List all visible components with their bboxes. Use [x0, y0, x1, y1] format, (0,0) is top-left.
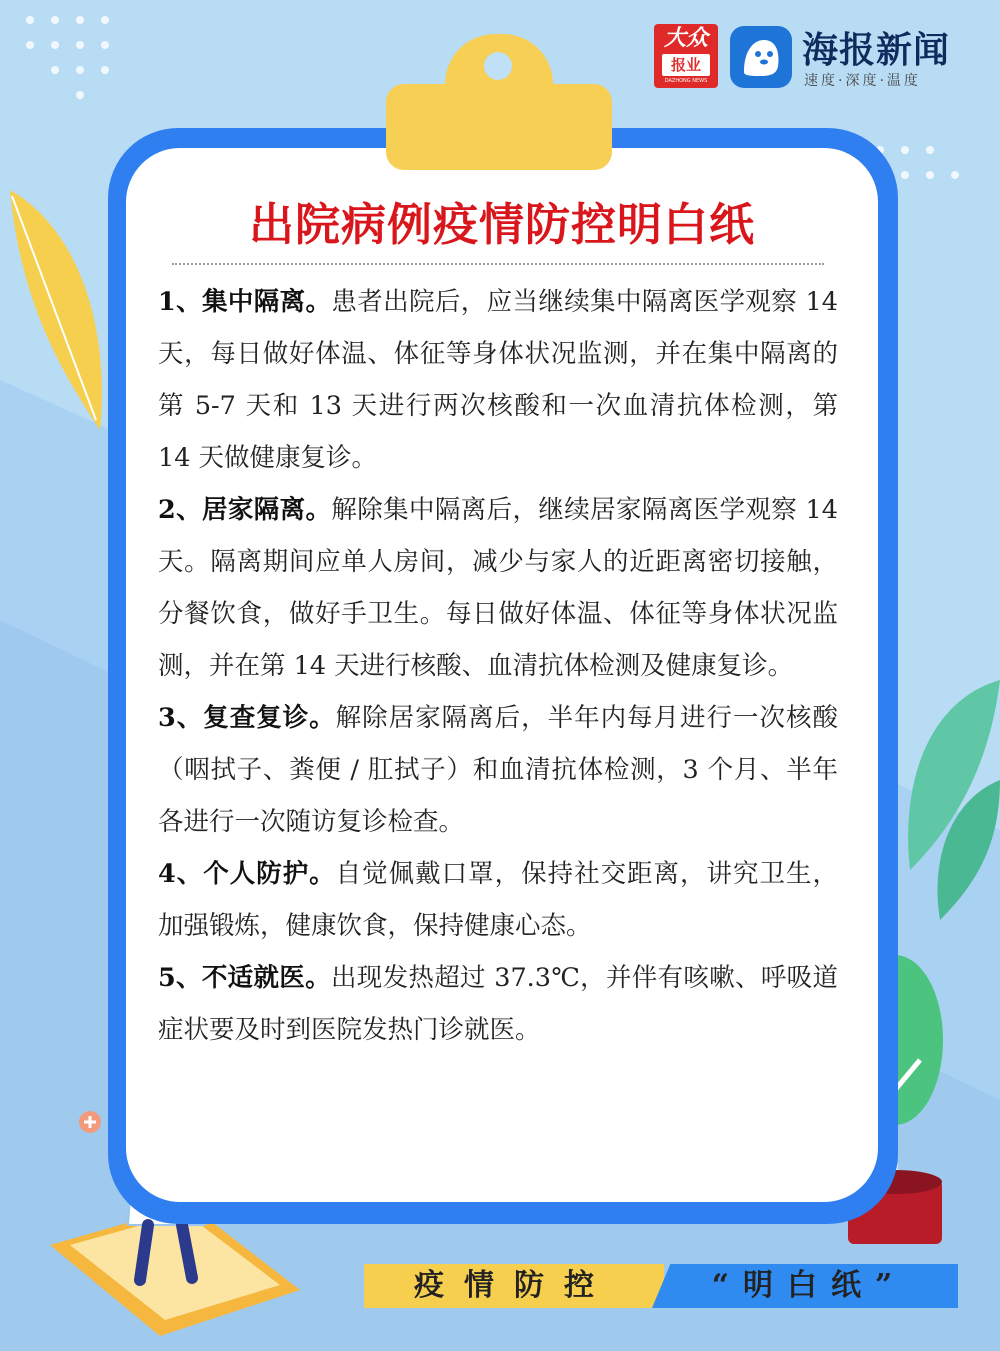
dotted-divider	[172, 263, 824, 265]
dazhong-news-logo[interactable]	[654, 24, 718, 88]
guideline-heading: 5、不适就医。	[158, 963, 331, 993]
clipboard-clip-hole	[484, 52, 512, 80]
dazhong-logo-en: DAZHONG NEWS	[664, 78, 708, 84]
haibao-logo-text[interactable]: 海报新闻	[802, 30, 951, 71]
guideline-heading: 3、复查复诊。	[158, 703, 336, 733]
guideline-item	[158, 276, 838, 484]
dazhong-logo-main: 大众	[663, 26, 708, 51]
guideline-item	[158, 952, 838, 1056]
guideline-heading: 2、居家隔离。	[158, 495, 332, 525]
guideline-text: 出现发热超过 37.3℃，并伴有咳嗽、呼吸道症状要及时到医院发热门诊就医。	[158, 963, 838, 1045]
guideline-text: 解除居家隔离后，半年内每月进行一次核酸（咽拭子、粪便 / 肛拭子）和血清抗体检测，3 个月、半年各进行一次随访复诊检查。	[158, 703, 838, 837]
guideline-text: 自觉佩戴口罩，保持社交距离，讲究卫生，加强锻炼，健康饮食，保持健康心态。	[158, 859, 838, 941]
guideline-list	[158, 276, 838, 1056]
clipboard-clip-icon	[386, 84, 612, 170]
haibao-slogan: 速度·深度·温度	[804, 73, 921, 89]
guideline-text: 解除集中隔离后，继续居家隔离医学观察 14 天。隔离期间应单人房间，减少与家人的近距离密切接触，分餐饮食，做好手卫生。每日做好体温、体征等身体状况监测，并在第 14 天进行核酸、血清抗体检测及健康复诊。	[158, 495, 838, 681]
seal-icon[interactable]	[730, 26, 792, 88]
footer-label-right: “明白纸”	[711, 1268, 907, 1303]
guideline-item	[158, 848, 838, 952]
publisher-logos	[654, 24, 974, 94]
page-title: 出院病例疫情防控明白纸	[248, 198, 755, 251]
guideline-heading: 1、集中隔离。	[158, 287, 332, 317]
guideline-item	[158, 484, 838, 692]
guideline-heading: 4、个人防护。	[158, 859, 336, 889]
footer-label-left: 疫情防控	[414, 1268, 614, 1303]
guideline-item	[158, 692, 838, 848]
guideline-text: 患者出院后，应当继续集中隔离医学观察 14 天，每日做好体温、体征等身体状况监测，并在集中隔离的第 5-7 天和 13 天进行两次核酸和一次血清抗体检测，第 14 天做健康复诊。	[158, 287, 838, 473]
dazhong-logo-sub: 报业	[662, 54, 710, 76]
